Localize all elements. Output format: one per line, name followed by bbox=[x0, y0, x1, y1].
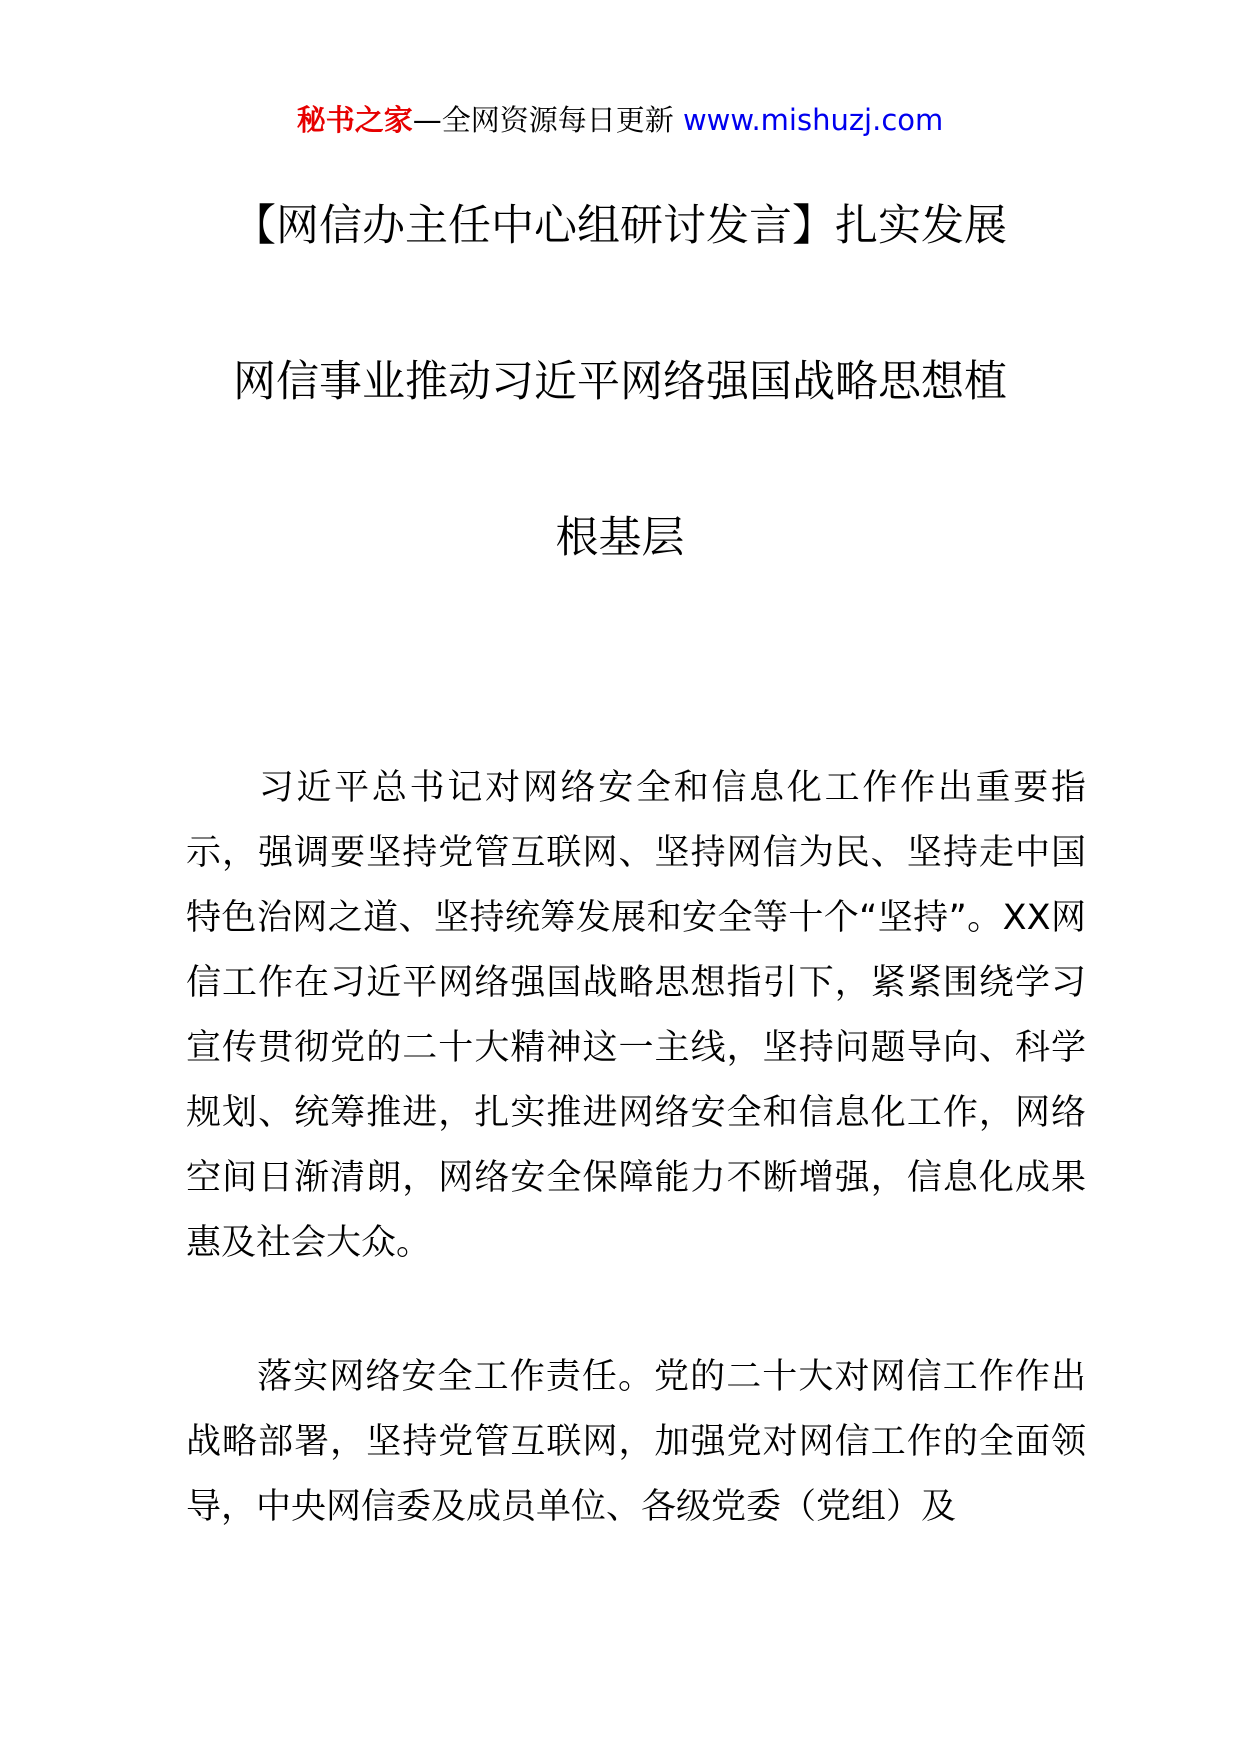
document-title-line-2: 网信事业推动习近平网络强国战略思想植 bbox=[233, 357, 1007, 407]
paragraph-text: 落实网络安全工作责任。党的二十大对网信工作作出战略部署，坚持党管互联网，加强党对网信工作的全面领导，中央网信委及成员单位、各级党委（党组）及 bbox=[186, 1357, 1086, 1527]
page-header bbox=[0, 100, 1240, 140]
site-link[interactable]: www.mishuzj.com bbox=[682, 103, 944, 137]
header-tagline: —全网资源每日更新 bbox=[412, 103, 683, 137]
body-paragraph bbox=[186, 1345, 1086, 1540]
document-title-line-1: 【网信办主任中心组研讨发言】扎实发展 bbox=[233, 201, 1007, 251]
body-paragraph bbox=[186, 756, 1086, 1276]
brand-name: 秘书之家 bbox=[296, 103, 413, 137]
document-title-line-3: 根基层 bbox=[555, 513, 685, 563]
paragraph-text: 习近平总书记对网络安全和信息化工作作出重要指示，强调要坚持党管互联网、坚持网信为民、坚持走中国特色治网之道、坚持统筹发展和安全等十个“坚持”。XX网信工作在习近平网络强国战略思想指引下，紧紧围绕学习宣传贯彻党的二十大精神这一主线，坚持问题导向、科学规划、统筹推进，扎实推进网络安全和信息化工作，网络空间日渐清朗，网络安全保障能力不断增强，信息化成果惠及社会大众。 bbox=[186, 768, 1086, 1263]
